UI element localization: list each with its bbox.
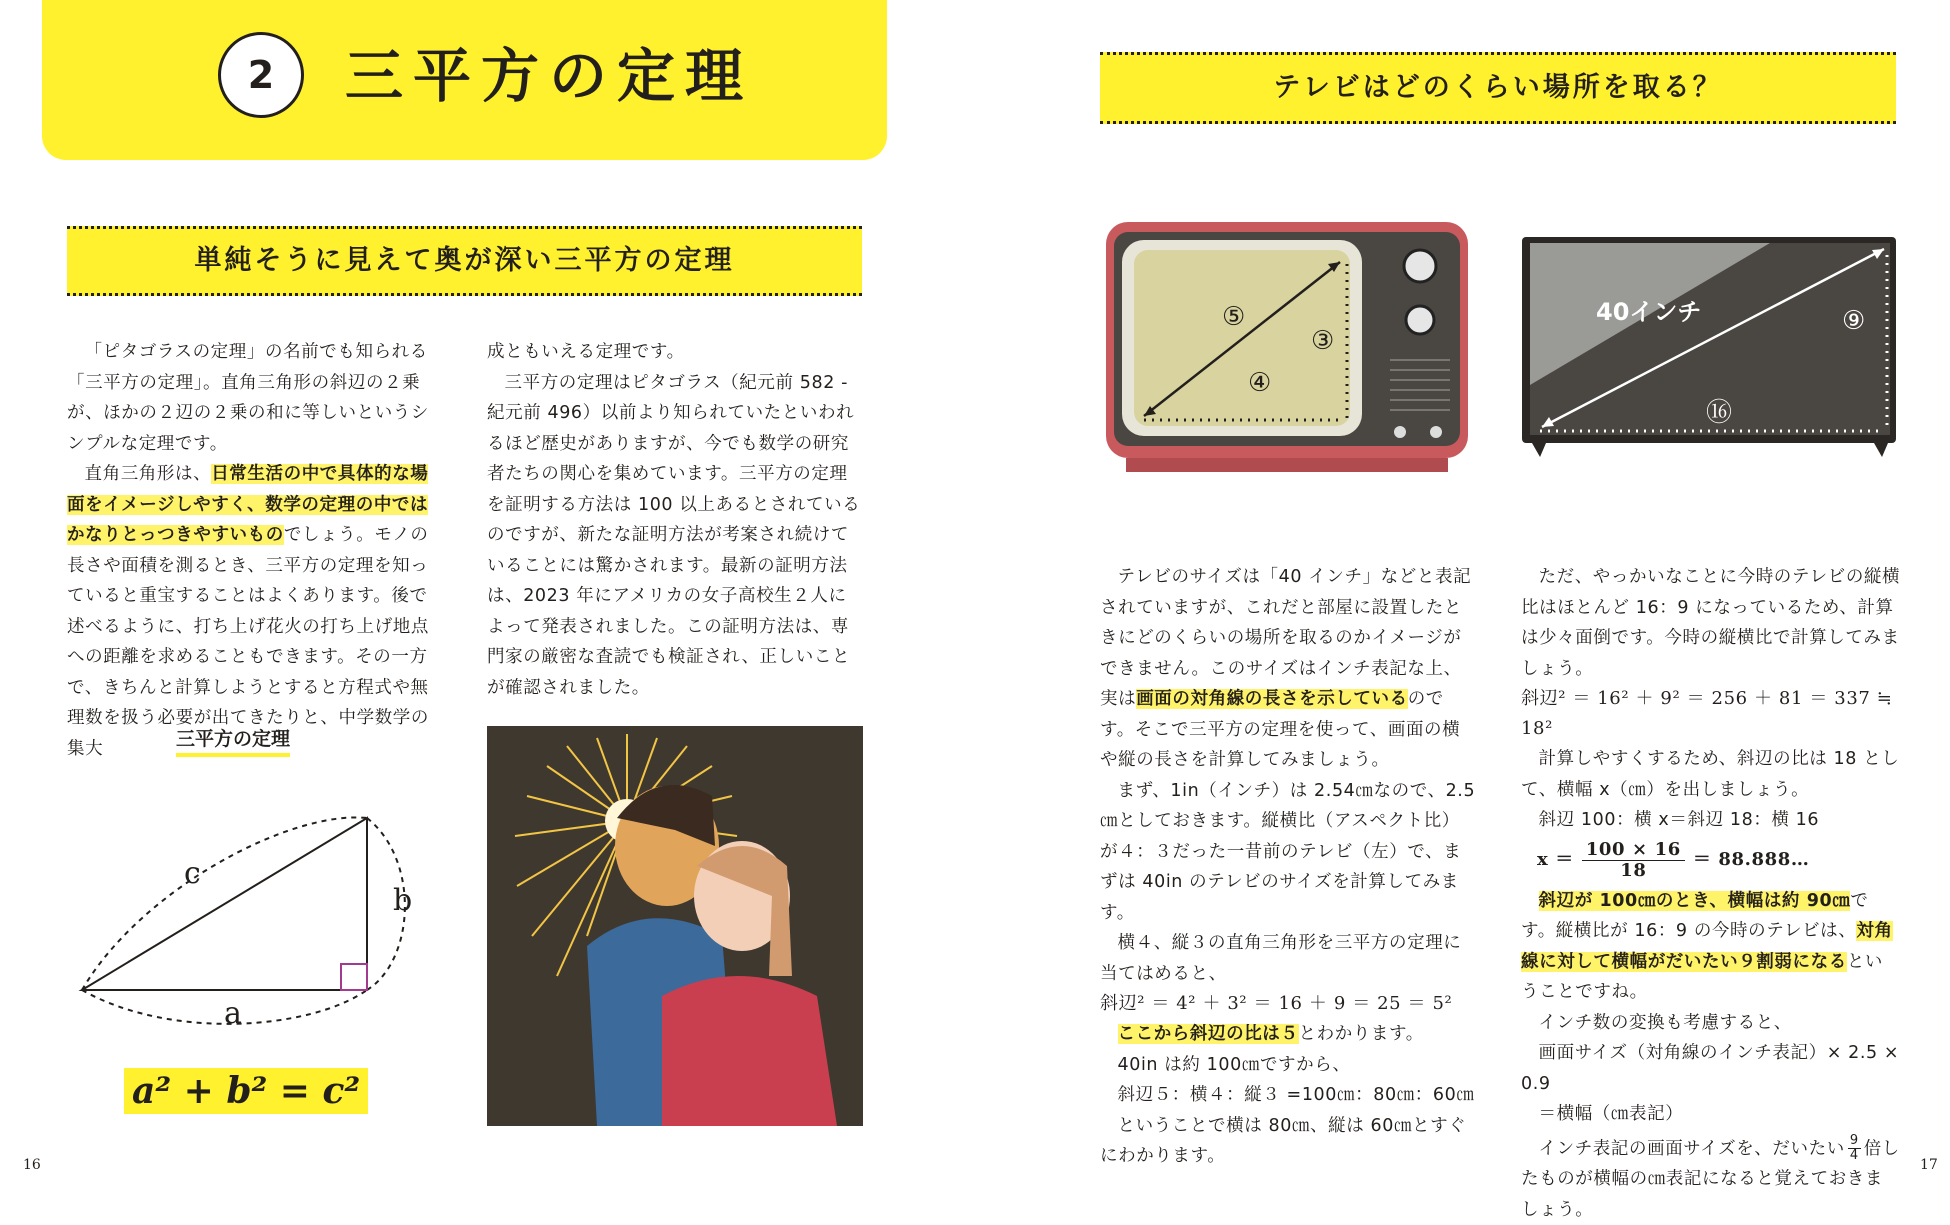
left-column-2 <box>487 337 862 703</box>
highlight: ここから斜辺の比は５ <box>1118 1024 1299 1044</box>
paragraph: 斜辺５：横４：縦３ =100㎝：80㎝：60㎝ <box>1100 1080 1476 1111</box>
section-heading-box <box>67 226 862 296</box>
paragraph: 斜辺が 100㎝のとき、横幅は約 90㎝です。縦横比が 16：9 の今時のテレビは、対角線に対して横幅がだいたい９割弱になるということですね。 <box>1521 886 1901 1008</box>
paragraph: テレビのサイズは「40 インチ」などと表記されていますが、これだと部屋に設置したときにどのくらいの場所を取るのかイメージができません。このサイズはインチ表記な上、実は画面の対角線の長さを示しているのです。そこで三平方の定理を使って、画面の横や縦の長さを計算してみましょう。 <box>1100 562 1476 776</box>
flat-tv-width-label: ⑯ <box>1706 392 1732 429</box>
paragraph: 横４、縦３の直角三角形を三平方の定理に当てはめると、 <box>1100 928 1476 989</box>
old-tv-width-label: ④ <box>1248 368 1271 398</box>
old-tv-height-label: ③ <box>1311 326 1334 356</box>
fraction-numerator: 100 × 16 <box>1582 840 1685 861</box>
diagram-label: 三平方の定理 <box>176 724 290 757</box>
old-tv-illustration <box>1104 220 1470 476</box>
paragraph: まず、1in（インチ）は 2.54㎝なので、2.5㎝としておきます。縦横比（アスペクト比）が４：３だった一昔前のテレビ（左）で、まずは 40in のテレビのサイズを計算してみます。 <box>1100 776 1476 929</box>
flat-tv-height-label: ⑨ <box>1842 306 1865 336</box>
highlight: 画面の対角線の長さを示している <box>1136 689 1408 709</box>
inline-fraction: $\frac{9}{4}$ <box>1848 1134 1861 1163</box>
paragraph: 計算しやすくするため、斜辺の比は 18 として、横幅 x（㎝）を出しましょう。 <box>1521 744 1901 805</box>
paragraph: ただ、やっかいなことに今時のテレビの縦横比はほとんど 16：9 になっているため、計算は少々面倒です。今時の縦横比で計算してみましょう。 <box>1521 562 1901 684</box>
right-angle-mark <box>341 964 367 990</box>
right-column-1 <box>1100 562 1476 1172</box>
side-label-b: b <box>393 883 412 918</box>
right-triangle <box>82 818 367 990</box>
highlight: 日常生活の中で具体的な場面をイメージしやすく、数学の定理の中ではかなりとっつきやすいもの <box>67 464 428 545</box>
page-number-left: 16 <box>23 1157 41 1173</box>
equation: 斜辺² ＝ 16² ＋ 9² ＝ 256 ＋ 81 ＝ 337 ≒ 18² <box>1521 684 1901 744</box>
chapter-number: 2 <box>218 32 304 118</box>
paragraph: インチ数の変換も考慮すると、 <box>1521 1008 1901 1039</box>
paragraph: 三平方の定理はピタゴラス（紀元前 582 - 紀元前 496）以前より知られていたといわれるほど歴史がありますが、今でも数学の研究者たちの関心を集めています。三平方の定理を証明する方法は 100 以上あるとされているのですが、新たな証明方法が考案され続けていることには驚かされます。最新の証明方法は、2023 年にアメリカの女子高校生２人によって発表されました。この証明方法は、専門家の厳密な査読でも検証され、正しいことが確認されました。 <box>487 368 862 704</box>
paragraph: 直角三角形は、日常生活の中で具体的な場面をイメージしやすく、数学の定理の中ではかなりとっつきやすいものでしょう。モノの長さや面積を測るとき、三平方の定理を知っていると重宝することはよくあります。後で述べるように、打ち上げ花火の打ち上げ地点への距離を求めることもできます。その一方で、きちんと計算しようとすると方程式や無理数を扱う必要が出てきたりと、中学数学の集大 <box>67 459 442 764</box>
page-number-right: 17 <box>1920 1157 1938 1173</box>
chapter-title: 三平方の定理 <box>345 40 753 112</box>
triangle-diagram <box>60 800 440 1060</box>
paragraph: 40in は約 100㎝ですから、 <box>1100 1050 1476 1081</box>
paragraph: ということで横は 80㎝、縦は 60㎝とすぐにわかります。 <box>1100 1111 1476 1172</box>
right-column-2 <box>1521 562 1901 1225</box>
fireworks-illustration <box>487 726 863 1126</box>
side-label-a: a <box>224 996 242 1031</box>
highlight: 斜辺が 100㎝のとき、横幅は約 90㎝ <box>1539 891 1851 911</box>
paragraph: 斜辺 100：横 x＝斜辺 18：横 16 <box>1521 805 1901 836</box>
paragraph: ＝横幅（㎝表記） <box>1521 1099 1901 1130</box>
paragraph: 「ピタゴラスの定理」の名前でも知られる「三平方の定理」。直角三角形の斜辺の２乗が、ほかの２辺の２乗の和に等しいというシンプルな定理です。 <box>67 337 442 459</box>
knob <box>1404 250 1436 282</box>
knob <box>1406 306 1434 334</box>
paragraph: ここから斜辺の比は５とわかります。 <box>1100 1019 1476 1050</box>
equation: 斜辺² ＝ 4² ＋ 3² ＝ 16 ＋ 9 ＝ 25 ＝ 5² <box>1100 989 1476 1019</box>
flat-tv-size-label: 40インチ <box>1596 292 1701 327</box>
left-column-1 <box>67 337 442 764</box>
old-tv-diag-label: ⑤ <box>1222 302 1245 332</box>
tv-heading-box <box>1100 52 1896 124</box>
paragraph: 成ともいえる定理です。 <box>487 337 862 368</box>
paragraph: インチ表記の画面サイズを、だいたい $\frac{9}{4}$ 倍したものが横幅の㎝表記になると覚えておきましょう。 <box>1521 1134 1901 1225</box>
highlight: 対角線に対して横幅がだいたい９割弱になる <box>1521 921 1893 972</box>
fraction-denominator: 18 <box>1620 861 1646 881</box>
pythagoras-formula: a² + b² = c² <box>124 1068 368 1114</box>
side-label-c: c <box>184 856 201 891</box>
paragraph: 画面サイズ（対角線のインチ表記）× 2.5 × 0.9 <box>1521 1038 1901 1099</box>
section-heading: 単純そうに見えて奥が深い三平方の定理 <box>195 245 735 276</box>
tv-heading: テレビはどのくらい場所を取る？ <box>1273 72 1722 103</box>
fraction-equation: x ＝ $\frac{100 \times 16}{18}$ ＝ 88.888… <box>1521 836 1901 886</box>
